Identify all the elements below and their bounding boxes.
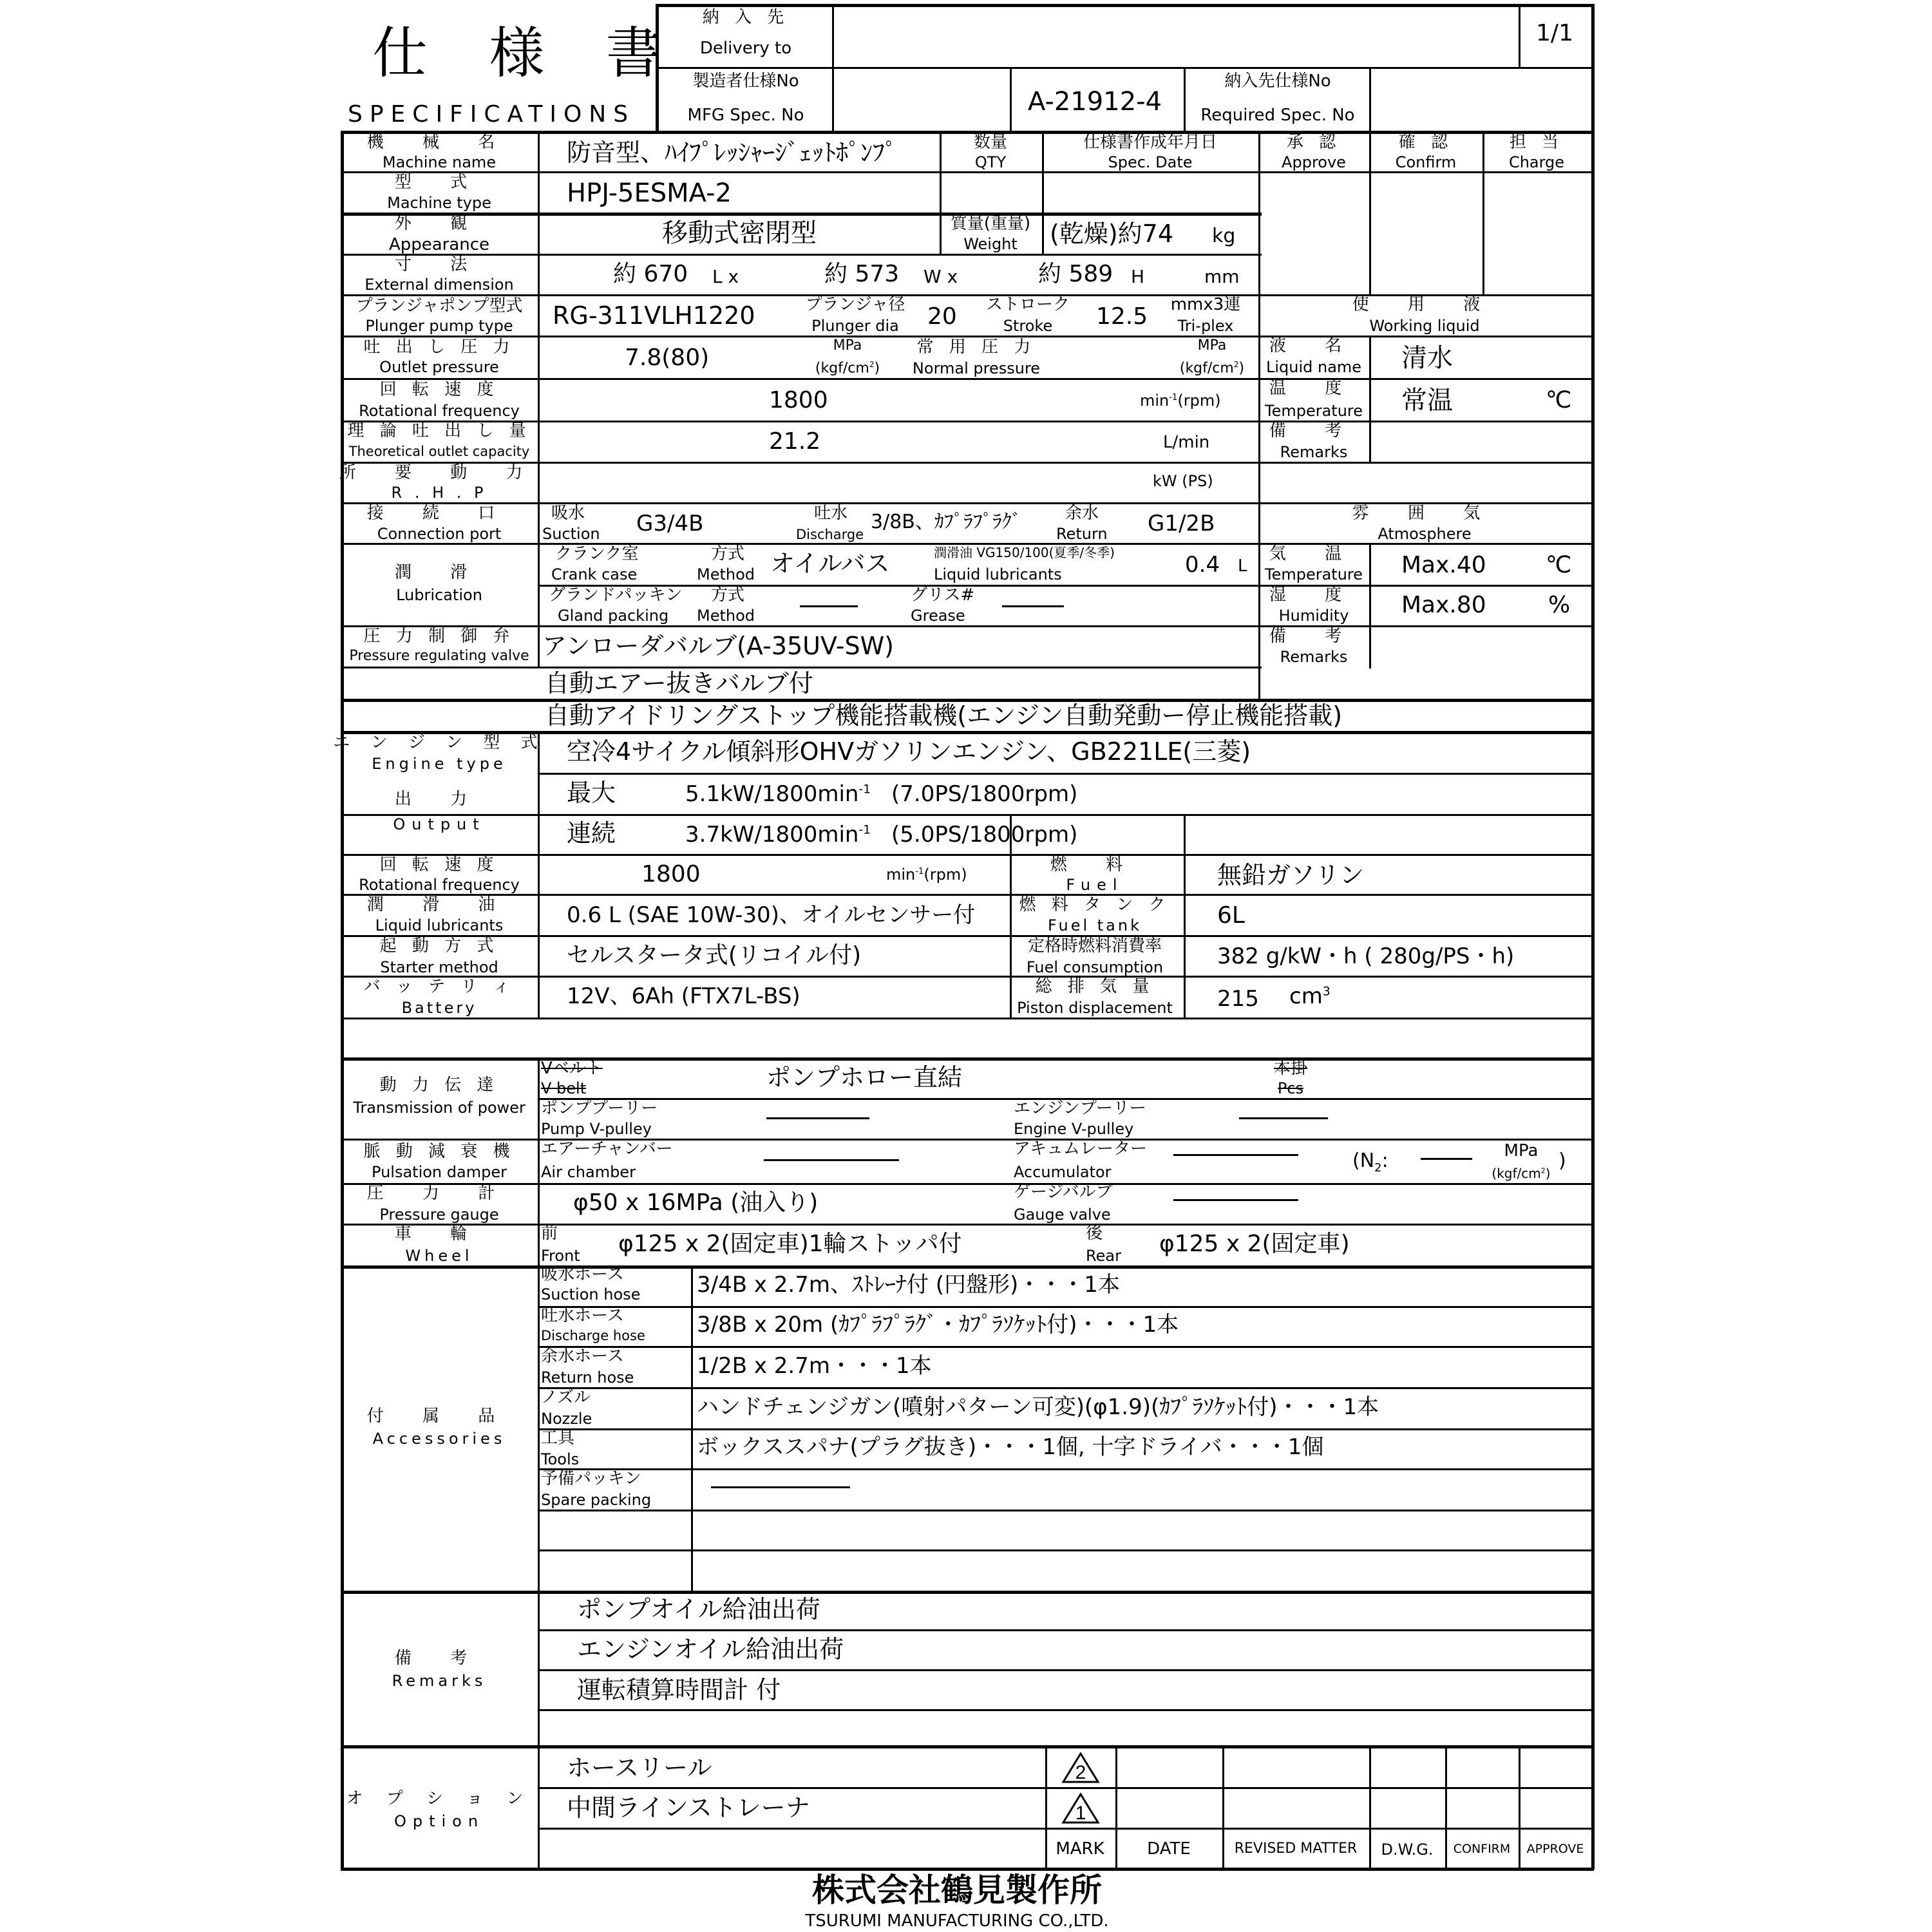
- air-temp-unit: ℃: [1546, 552, 1572, 578]
- lubrication-label-jp: 潤 滑: [394, 563, 484, 582]
- n2-close: ): [1558, 1150, 1566, 1172]
- crank-method-label-en: Method: [697, 565, 755, 583]
- mfg-spec-label-jp: 製造者仕様No: [692, 71, 799, 91]
- engine-rotation: 1800: [641, 861, 701, 887]
- crank-method: オイルバス: [770, 549, 890, 578]
- output-label-jp: 出 力: [394, 790, 484, 809]
- plunger-dia-label-jp: プランジャ径: [805, 295, 905, 314]
- stroke: 12.5: [1096, 303, 1148, 330]
- starter-label-en: Starter method: [380, 958, 498, 976]
- n2-kgf-unit: $(kgf/cm^2)$: [1492, 1166, 1551, 1181]
- confirm-label-en: Confirm: [1395, 153, 1457, 171]
- outlet-mpa-unit: MPa: [833, 337, 862, 354]
- stroke-label-en: Stroke: [1003, 317, 1053, 335]
- front-wheel-label-jp: 前: [541, 1224, 558, 1243]
- outlet-pressure: 7.8(80): [625, 345, 710, 371]
- output-max-ps: (7.0PS/1800rpm): [891, 781, 1078, 807]
- grease-label-jp: グリス#: [911, 585, 975, 605]
- engine-pulley-label-jp: エンジンプーリー: [1014, 1099, 1146, 1118]
- accessory-value: ボックススパナ(プラグ抜き)・・・1個, 十字ドライバ・・・1個: [697, 1434, 1324, 1460]
- gauge-valve-blank: [1173, 1199, 1298, 1201]
- page-number: 1/1: [1536, 20, 1573, 46]
- engine-rotation-unit: $\min^{-1}(rpm)$: [886, 866, 967, 884]
- air-chamber-label-en: Air chamber: [541, 1163, 636, 1181]
- connection-label-jp: 接 続 口: [366, 504, 512, 523]
- engine-rotation-label-en: Rotational frequency: [359, 876, 520, 894]
- fuel-consumption-label-jp: 定格時燃料消費率: [1027, 936, 1162, 956]
- starter: セルスタータ式(リコイル付): [567, 942, 862, 969]
- n2-label: ($N_2$:: [1352, 1150, 1388, 1175]
- appearance: 移動式密閉型: [662, 218, 817, 248]
- liquid-name-label-en: Liquid name: [1265, 358, 1362, 376]
- revision-col-approve: APPROVE: [1526, 1842, 1584, 1856]
- output-max: $5.1kW/1800\min^{-1}$: [685, 781, 871, 807]
- liquid-name: 清水: [1401, 343, 1453, 373]
- v-belt-label-en: V belt: [541, 1079, 587, 1097]
- engine-oil-label-jp: 潤 滑 油: [366, 895, 512, 914]
- machine-name: 防音型、ﾊｲﾌﾟﾚｯｼｬｰｼﾞｪｯﾄﾎﾟﾝﾌﾟ: [567, 138, 898, 167]
- atm-remarks-label-en: Remarks: [1280, 648, 1348, 666]
- accessory-label-jp: 工具: [541, 1428, 575, 1448]
- grease-blank: [1002, 605, 1064, 607]
- option-label-en: Option: [393, 1812, 485, 1830]
- dimension-w: 約 573: [824, 261, 900, 287]
- crank-case-label-en: Crank case: [551, 565, 638, 583]
- engine-pulley-label-en: Engine V-pulley: [1014, 1120, 1134, 1138]
- revision-col-mark: MARK: [1056, 1839, 1104, 1859]
- fuel-consumption: 382 g/kW・h ( 280g/PS・h): [1217, 943, 1515, 969]
- engine-pulley-blank: [1239, 1117, 1328, 1119]
- transmission-value: ポンプホロー直結: [766, 1063, 963, 1092]
- engine-type-label-en: Engine type: [372, 755, 507, 773]
- remarks-label-en: Remarks: [392, 1672, 487, 1690]
- accessory-label-en: Return hose: [541, 1368, 634, 1387]
- machine-name-label-en: Machine name: [382, 153, 497, 171]
- liquid-remarks-label-jp: 備 考: [1269, 421, 1359, 440]
- humidity-unit: %: [1548, 592, 1571, 618]
- pulsation-label-en: Pulsation damper: [372, 1163, 507, 1181]
- pulsation-label-jp: 脈 動 減 衰 機: [363, 1142, 515, 1161]
- air-temp-label-en: Temperature: [1264, 565, 1363, 583]
- accessories-label-jp: 付 属 品: [366, 1406, 512, 1426]
- wheel-label-en: Wheel: [405, 1247, 473, 1265]
- rotation-unit: $\min^{-1}(rpm)$: [1140, 392, 1221, 410]
- wheel-label-jp: 車 輪: [394, 1224, 484, 1244]
- accessory-label-jp: 予備パッキン: [541, 1469, 641, 1488]
- dimension-w-unit: W x: [923, 266, 958, 287]
- battery-label-jp: バ ッ テ リ ィ: [363, 977, 515, 996]
- liquid-remarks-label-en: Remarks: [1280, 443, 1348, 461]
- charge-label-en: Charge: [1508, 153, 1565, 171]
- gland-packing-label-en: Gland packing: [558, 607, 669, 625]
- dimension-h: 約 589: [1038, 261, 1113, 287]
- accessory-label-en: Spare packing: [541, 1491, 652, 1509]
- charge-label-jp: 担 当: [1509, 133, 1564, 152]
- appearance-label-jp: 外 観: [394, 214, 484, 233]
- mfg-spec-no: A-21912-4: [1027, 87, 1162, 117]
- normal-kgf-unit: $(kgf/cm^2)$: [1179, 360, 1245, 377]
- accessory-label-en: Discharge hose: [541, 1328, 645, 1343]
- engine-type-label-jp: エ ン ジ ン 型 式: [333, 733, 545, 752]
- output-label-en: Output: [393, 815, 486, 833]
- accessory-label-jp: 吸水ホース: [541, 1265, 624, 1284]
- accessory-label-en: Tools: [541, 1450, 580, 1468]
- accumulator-blank: [1173, 1154, 1298, 1156]
- triplex-label-jp: mmx3連: [1170, 295, 1241, 314]
- displacement-unit: $cm^3$: [1289, 983, 1331, 1009]
- liquid-temp-label-en: Temperature: [1264, 402, 1363, 420]
- liquid-temp-unit: ℃: [1546, 387, 1572, 413]
- lubrication-label-en: Lubrication: [396, 586, 482, 604]
- plunger-type: RG-311VLH1220: [553, 301, 755, 330]
- suction-port: G3/4B: [636, 511, 704, 536]
- output-cont-ps: (5.0PS/1800rpm): [891, 822, 1078, 848]
- option-item: 中間ラインストレーナ: [567, 1794, 810, 1822]
- plunger-dia: 20: [927, 303, 957, 330]
- revision-col-date: DATE: [1147, 1839, 1191, 1859]
- fuel-tank: 6L: [1217, 902, 1245, 929]
- liquid-lub-label-jp: 潤滑油 VG150/100(夏季/冬季): [934, 545, 1115, 560]
- atmosphere-label-en: Atmosphere: [1378, 525, 1472, 543]
- weight-unit: kg: [1212, 225, 1236, 247]
- gland-packing-label-jp: グランドパッキン: [549, 585, 683, 605]
- humidity-label-en: Humidity: [1278, 607, 1349, 625]
- connection-label-en: Connection port: [377, 525, 502, 543]
- qty-label-en: QTY: [974, 153, 1007, 171]
- accessory-value: 3/8B x 20m (ｶﾌﾟﾗﾌﾟﾗｸﾞ・ｶﾌﾟﾗｿｹｯﾄ付)・・・1本: [697, 1312, 1179, 1338]
- fuel-tank-label-jp: 燃 料 タ ン ク: [1019, 895, 1171, 914]
- dimension-label-en: External dimension: [365, 276, 514, 294]
- discharge-port: 3/8B、ｶﾌﾟﾗﾌﾟﾗｸﾞ: [871, 511, 1021, 533]
- displacement: 215: [1217, 986, 1259, 1012]
- front-wheel-label-en: Front: [541, 1247, 580, 1265]
- gland-method-label-jp: 方式: [711, 585, 745, 605]
- accumulator-label-en: Accumulator: [1014, 1163, 1112, 1181]
- return-label-en: Return: [1056, 525, 1108, 543]
- n2-blank: [1421, 1158, 1472, 1160]
- pump-pulley-blank: [766, 1117, 869, 1119]
- weight-label-en: Weight: [963, 235, 1018, 253]
- company-name-jp: 株式会社鶴見製作所: [812, 1871, 1102, 1909]
- rhp-unit: kW (PS): [1153, 472, 1213, 490]
- plunger-type-label-en: Plunger pump type: [365, 317, 513, 335]
- machine-type: HPJ-5ESMA-2: [567, 178, 732, 208]
- front-wheel: φ125 x 2(固定車)1輪ストッパ付: [618, 1231, 962, 1257]
- weight: (乾燥)約74: [1050, 220, 1174, 248]
- machine-type-label-en: Machine type: [387, 194, 491, 212]
- accessory-label-en: Suction hose: [541, 1285, 641, 1303]
- discharge-label-en: Discharge: [796, 527, 864, 542]
- rear-wheel: φ125 x 2(固定車): [1159, 1231, 1350, 1257]
- atm-remarks-label-jp: 備 考: [1269, 627, 1359, 646]
- approve-label-en: Approve: [1282, 153, 1346, 171]
- pump-pulley-label-en: Pump V-pulley: [541, 1120, 652, 1138]
- spare-packing-blank: [711, 1486, 850, 1488]
- title-en: SPECIFICATIONS: [348, 101, 636, 128]
- pump-pulley-label-jp: ポンププーリー: [541, 1099, 658, 1118]
- return-label-jp: 余水: [1065, 504, 1099, 523]
- accessory-label-jp: 吐水ホース: [541, 1306, 624, 1325]
- dimension-l-unit: L x: [712, 266, 739, 287]
- plunger-dia-label-en: Plunger dia: [811, 317, 899, 335]
- rotation-label-en: Rotational frequency: [359, 402, 520, 420]
- confirm-label-jp: 確 認: [1398, 133, 1454, 152]
- gauge-valve-label-en: Gauge valve: [1014, 1206, 1111, 1224]
- transmission-label-en: Transmission of power: [353, 1099, 526, 1117]
- theoretical-label-en: Theoretical outlet capacity: [348, 444, 530, 459]
- normal-mpa-unit: MPa: [1197, 337, 1227, 354]
- required-spec-label-en: Required Spec. No: [1200, 106, 1355, 125]
- accessories-label-en: Accessories: [372, 1430, 506, 1448]
- output-cont: $3.7kW/1800\min^{-1}$: [685, 822, 871, 848]
- working-liquid-label-en: Working liquid: [1369, 317, 1480, 335]
- accessory-label-jp: 余水ホース: [541, 1347, 624, 1366]
- delivery-label-jp: 納 入 先: [702, 8, 790, 27]
- suction-label-en: Suction: [542, 525, 600, 543]
- pressure-gauge-label-jp: 圧 力 計: [366, 1184, 512, 1203]
- air-chamber-blank: [764, 1159, 899, 1161]
- liquid-temp: 常温: [1401, 386, 1453, 415]
- dimension-unit: mm: [1204, 266, 1240, 287]
- v-belt-label-jp: Vベルト: [541, 1059, 603, 1078]
- remark-item: ポンプオイル給油出荷: [577, 1595, 820, 1624]
- appearance-label-en: Appearance: [388, 235, 490, 254]
- mfg-spec-label-en: MFG Spec. No: [687, 106, 804, 125]
- fuel-label-en: Fuel: [1066, 876, 1124, 894]
- weight-label-jp: 質量(重量): [950, 214, 1031, 233]
- humidity-label-jp: 湿 度: [1269, 585, 1359, 605]
- accessory-label-jp: ノズル: [541, 1388, 591, 1407]
- pcs-label-en: Pcs: [1277, 1079, 1304, 1097]
- air-chamber-label-jp: エアーチャンバー: [541, 1139, 673, 1159]
- outlet-pressure-label-jp: 吐 出 し 圧 力: [363, 337, 515, 357]
- required-spec-label-jp: 納入先仕様No: [1224, 71, 1331, 91]
- output-cont-label: 連続: [567, 819, 616, 848]
- outlet-kgf-unit: $(kgf/cm^2)$: [815, 360, 880, 377]
- fuel-consumption-label-en: Fuel consumption: [1026, 958, 1164, 976]
- battery-label-en: Battery: [401, 999, 477, 1017]
- rhp-label-jp: 所 要 動 力: [339, 463, 540, 482]
- dimension-h-unit: H: [1131, 266, 1145, 287]
- revision-col-revised-matter: REVISED MATTER: [1234, 1841, 1358, 1857]
- approve-label-jp: 承 認: [1286, 133, 1341, 152]
- rear-wheel-label-jp: 後: [1086, 1224, 1103, 1243]
- accessory-value: 1/2B x 2.7m・・・1本: [697, 1353, 932, 1379]
- liquid-name-label-jp: 液 名: [1269, 336, 1359, 355]
- option-item: ホースリール: [567, 1754, 712, 1782]
- gland-method-label-en: Method: [697, 607, 755, 625]
- output-max-label: 最大: [567, 779, 616, 807]
- triplex-label-en: Tri-plex: [1177, 317, 1234, 335]
- rotation-label-jp: 回 転 速 度: [379, 380, 499, 399]
- crank-case-label-jp: クランク室: [555, 544, 639, 564]
- remarks-label-jp: 備 考: [394, 1649, 484, 1668]
- accessory-value: 3/4B x 2.7m、ｽﾄﾚｰﾅ付 (円盤形)・・・1本: [697, 1272, 1120, 1298]
- engine-oil-label-en: Liquid lubricants: [375, 916, 504, 934]
- transmission-label-jp: 動 力 伝 達: [379, 1075, 499, 1095]
- n2-mpa-unit: MPa: [1504, 1141, 1539, 1160]
- pump-note-idling-stop: 自動アイドリングストップ機能搭載機(エンジン自動発動ー停止機能搭載): [545, 701, 1343, 730]
- engine-oil: 0.6 L (SAE 10W-30)、オイルセンサー付: [567, 902, 976, 928]
- fuel-label-jp: 燃 料: [1050, 855, 1140, 875]
- air-temp-label-jp: 気 温: [1269, 544, 1359, 564]
- humidity: Max.80: [1401, 592, 1486, 618]
- title-jp: 仕 様 書: [372, 21, 683, 86]
- air-temp: Max.40: [1401, 552, 1486, 578]
- gland-method-blank: [800, 605, 858, 607]
- return-port: G1/2B: [1148, 511, 1215, 536]
- dimension-l: 約 670: [613, 261, 688, 287]
- machine-name-label-jp: 機 械 名: [366, 133, 512, 152]
- battery: 12V、6Ah (FTX7L-BS): [567, 983, 800, 1009]
- theoretical-unit: L/min: [1163, 433, 1210, 452]
- accessory-label-en: Nozzle: [541, 1410, 592, 1428]
- revision-triangle-2-icon: [1061, 1752, 1100, 1784]
- liquid-lub-label-en: Liquid lubricants: [934, 565, 1062, 583]
- displacement-label-jp: 総 排 気 量: [1035, 977, 1155, 996]
- working-liquid-label-jp: 使 用 液: [1352, 295, 1497, 314]
- pump-note-air-valve: 自動エアー抜きバルブ付: [545, 669, 813, 697]
- rear-wheel-label-en: Rear: [1086, 1247, 1121, 1265]
- liquid-temp-label-jp: 温 度: [1269, 379, 1359, 398]
- engine-type: 空冷4サイクル傾斜形OHVガソリンエンジン、GB221LE(三菱): [567, 737, 1251, 766]
- grease-label-en: Grease: [911, 607, 965, 625]
- crank-method-label-jp: 方式: [711, 544, 745, 564]
- plunger-type-label-jp: プランジャポンプ型式: [355, 296, 523, 316]
- pressure-gauge-label-en: Pressure gauge: [379, 1206, 499, 1224]
- machine-type-label-jp: 型 式: [394, 173, 484, 192]
- delivery-label-en: Delivery to: [699, 39, 792, 58]
- normal-pressure-label-en: Normal pressure: [912, 359, 1041, 377]
- qty-label-jp: 数量: [973, 133, 1008, 152]
- option-label-jp: オ プ シ ョ ン: [346, 1789, 533, 1808]
- normal-pressure-label-jp: 常 用 圧 力: [916, 337, 1036, 357]
- pressure-gauge: φ50 x 16MPa (油入り): [573, 1189, 819, 1216]
- pressure-valve-label-en: Pressure regulating valve: [349, 648, 529, 664]
- remark-item: 運転積算時間計 付: [577, 1676, 781, 1704]
- spec-date-label-en: Spec. Date: [1108, 153, 1193, 171]
- revision-col-confirm: CONFIRM: [1453, 1842, 1511, 1856]
- stroke-label-jp: ストローク: [985, 295, 1070, 314]
- atmosphere-label-jp: 雰 囲 気: [1352, 504, 1497, 523]
- gauge-valve-label-jp: ゲージバルブ: [1014, 1182, 1113, 1202]
- pcs-label-jp: 本掛: [1273, 1059, 1308, 1078]
- dimension-label-jp: 寸 法: [394, 255, 484, 274]
- revision-triangle-1-icon: [1061, 1792, 1100, 1824]
- displacement-label-en: Piston displacement: [1017, 999, 1173, 1017]
- remark-item: エンジンオイル給油出荷: [577, 1635, 844, 1663]
- revision-mark-text: 1: [1075, 1803, 1086, 1824]
- fuel: 無鉛ガソリン: [1217, 861, 1365, 889]
- engine-rotation-label-jp: 回 転 速 度: [379, 855, 499, 875]
- starter-label-jp: 起 動 方 式: [379, 936, 499, 956]
- rotation: 1800: [769, 387, 828, 413]
- rhp-label-en: R . H . P: [391, 484, 488, 502]
- spec-date-label-jp: 仕様書作成年月日: [1083, 133, 1218, 152]
- suction-label-jp: 吸水: [551, 504, 585, 523]
- accessory-value: ハンドチェンジガン(噴射パターン可変)(φ1.9)(ｶﾌﾟﾗｿｹｯﾄ付)・・・1本: [697, 1394, 1379, 1420]
- company-name-en: TSURUMI MANUFACTURING CO.,LTD.: [805, 1911, 1109, 1931]
- pressure-valve-label-jp: 圧 力 制 御 弁: [363, 627, 515, 646]
- fuel-tank-label-en: Fuel tank: [1048, 916, 1142, 934]
- outlet-pressure-label-en: Outlet pressure: [379, 358, 499, 376]
- revision-col-dwg: D.W.G.: [1381, 1841, 1434, 1859]
- liquid-lub: 0.4: [1185, 552, 1220, 578]
- liquid-lub-unit: L: [1238, 556, 1247, 576]
- discharge-label-jp: 吐水: [814, 504, 848, 523]
- revision-mark-text: 2: [1075, 1762, 1086, 1783]
- accumulator-label-jp: アキュムレーター: [1014, 1139, 1147, 1159]
- theoretical-label-jp: 理 論 吐 出 し 量: [347, 421, 531, 440]
- theoretical-capacity: 21.2: [769, 428, 821, 455]
- pressure-valve: アンローダバルブ(A-35UV-SW): [542, 632, 894, 660]
